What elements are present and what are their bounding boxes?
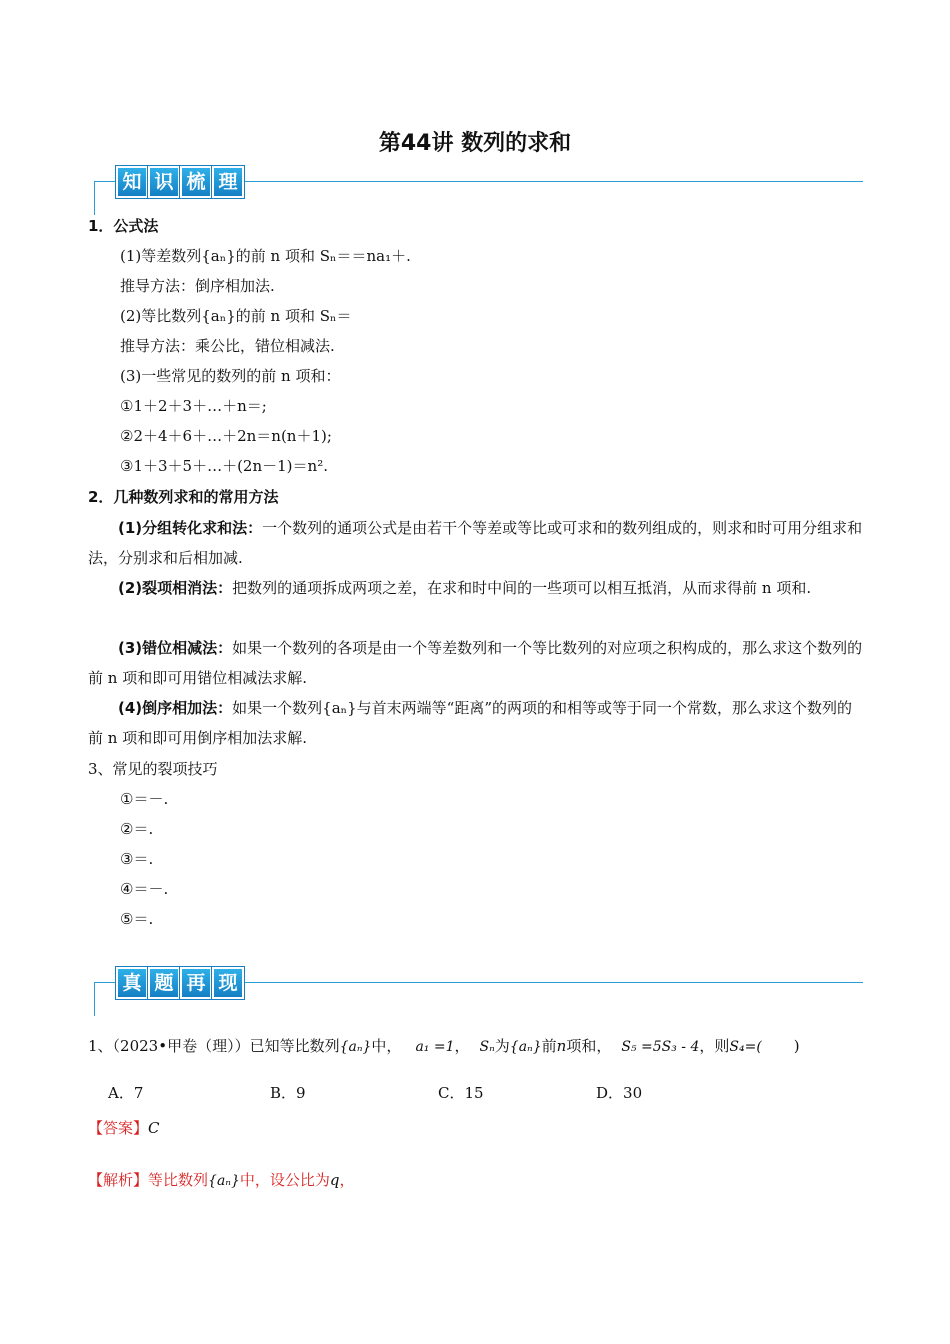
option-b[interactable]: B．9 <box>270 1084 306 1102</box>
heading-formula: 1．公式法 <box>88 217 159 235</box>
text-line: 推导方法：乘公比，错位相减法. <box>120 337 335 355</box>
answer-options <box>108 1083 642 1103</box>
answer-line: 【答案】C <box>88 1119 160 1137</box>
method-paragraph: (3)错位相减法：如果一个数列的各项是由一个等差数列和一个等比数列的对应项之积构成的，那么求这个数列的前 n 项和即可用错位相减法求解. <box>88 639 863 687</box>
text-line: (2)等比数列{aₙ}的前 n 项和 Sₙ＝ <box>120 307 352 325</box>
section-banner-knowledge <box>88 166 863 200</box>
text-line: (1)等差数列{aₙ}的前 n 项和 Sₙ＝＝na₁＋. <box>120 247 411 265</box>
banner-char: 理 <box>212 166 244 198</box>
option-d[interactable]: D．30 <box>596 1084 643 1102</box>
heading-methods: 2．几种数列求和的常用方法 <box>88 488 279 506</box>
method-paragraph: (4)倒序相加法：如果一个数列{aₙ}与首末两端等“距离”的两项的和相等或等于同一个常数，那么求这个数列的前 n 项和即可用倒序相加法求解. <box>88 699 853 747</box>
list-item: ④＝－. <box>120 880 169 898</box>
text-line: 推导方法：倒序相加法. <box>120 277 275 295</box>
method-paragraph: (2)裂项相消法：把数列的通项拆成两项之差，在求和时中间的一些项可以相互抵消，从而求得前 n 项和. <box>118 579 812 597</box>
banner-char: 现 <box>212 967 244 999</box>
list-item: ③＝. <box>120 850 154 868</box>
text-line: ③1＋3＋5＋…＋(2n－1)＝n². <box>120 457 328 475</box>
method-paragraph: (1)分组转化求和法：一个数列的通项公式是由若干个等差或等比或可求和的数列组成的，则求和时可用分组求和法，分别求和后相加减. <box>88 519 863 567</box>
question-1: 1、（2023•甲卷（理））已知等比数列{aₙ}中， a₁ =1， Sₙ为{aₙ}前n项和， S₅ =5S₃ - 4，则S₄=( ) <box>88 1037 800 1055</box>
option-c[interactable]: C．15 <box>438 1084 484 1102</box>
list-item: ②＝. <box>120 820 154 838</box>
page-title: 第44讲 数列的求和 <box>378 131 572 156</box>
text-line: ②2＋4＋6＋…＋2n＝n(n＋1); <box>120 427 332 445</box>
banner-char: 梳 <box>180 166 212 198</box>
list-item: ⑤＝. <box>120 910 154 928</box>
banner-char: 题 <box>148 967 180 999</box>
section-banner-exam <box>88 967 863 1001</box>
banner-char: 知 <box>116 166 148 198</box>
option-a[interactable]: A．7 <box>108 1084 144 1102</box>
banner-char: 识 <box>148 166 180 198</box>
text-line: (3)一些常见的数列的前 n 项和： <box>120 367 341 385</box>
text-line: ①1＋2＋3＋…＋n＝; <box>120 397 267 415</box>
banner-char: 再 <box>180 967 212 999</box>
list-item: ①＝－. <box>120 790 169 808</box>
heading-split-tricks: 3、常见的裂项技巧 <box>88 760 218 778</box>
analysis-line: 【解析】等比数列{aₙ}中，设公比为q， <box>88 1171 355 1189</box>
banner-char: 真 <box>116 967 148 999</box>
